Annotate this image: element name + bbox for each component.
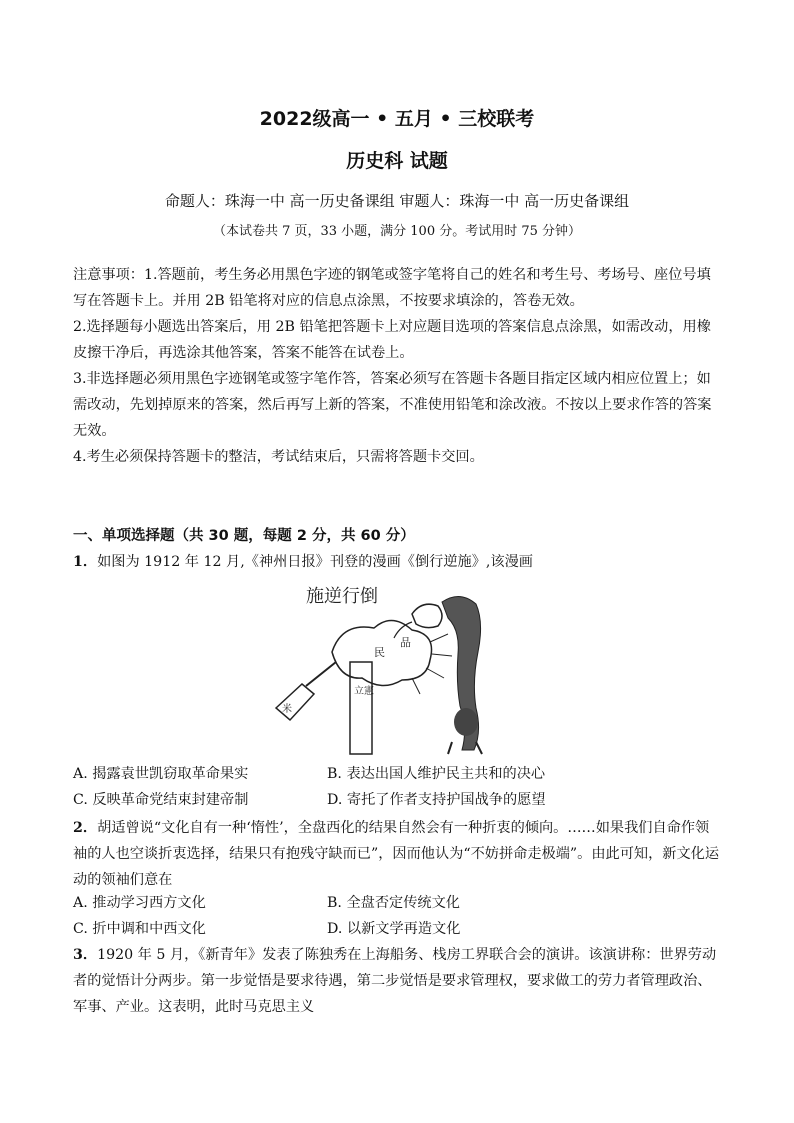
instruction-3: 3.非选择题必须用黑色字迹钢笔或签字笔作答，答案必须写在答题卡各题目指定区域内相应位置上；如需改动，先划掉原来的答案，然后再写上新的答案，不准使用铅笔和涂改液。不按以上要求作答的答案无效。 bbox=[73, 371, 712, 439]
question-stem: 如图为 1912 年 12 月,《神州日报》刊登的漫画《倒行逆施》,该漫画 bbox=[97, 554, 533, 570]
exam-title: 2022级高一 • 五月 • 三校联考 bbox=[259, 108, 535, 130]
question-stem: 胡适曾说“文化自有一种‘惰性’，全盘西化的结果自然会有一种折衷的倾向。……如果我们自命作领袖的人也空谈折衷选择，结果只有抱残守缺而已”，因而他认为“不妨拼命走极端”。由此可知，新文化运动的领袖们意在 bbox=[73, 820, 720, 888]
splash-label-2: 品 bbox=[400, 636, 411, 649]
option-a[interactable]: A. 揭露袁世凯窃取革命果实 bbox=[73, 766, 249, 782]
option-c[interactable]: C. 反映革命党结束封建帝制 bbox=[73, 792, 249, 808]
exam-info: （本试卷共 7 页，33 小题，满分 100 分。考试用时 75 分钟） bbox=[212, 224, 582, 239]
monkey-figure bbox=[442, 596, 482, 754]
instruction-2: 2.选择题每小题选出答案后，用 2B 铅笔把答题卡上对应题目选项的答案信息点涂黑，如需改动，用橡皮擦干净后，再选涂其他答案，答案不能答在试卷上。 bbox=[73, 319, 711, 361]
pillar bbox=[350, 662, 375, 754]
bottle-label: 米 bbox=[282, 704, 292, 715]
option-d[interactable]: D. 寄托了作者支持护国战争的愿望 bbox=[327, 792, 546, 808]
question-2 bbox=[73, 815, 723, 893]
kettle bbox=[394, 604, 442, 638]
option-d[interactable]: D. 以新文学再造文化 bbox=[327, 921, 461, 937]
cartoon-illustration bbox=[262, 582, 532, 758]
option-c[interactable]: C. 折中调和中西文化 bbox=[73, 921, 206, 937]
question-1-options bbox=[73, 761, 723, 813]
exam-subject: 历史科 试题 bbox=[346, 150, 448, 172]
question-number: 2． bbox=[73, 820, 98, 836]
spray-bottle bbox=[276, 662, 336, 720]
section-title: 一、单项选择题（共 30 题，每题 2 分，共 60 分） bbox=[73, 528, 415, 544]
question-stem: 1920 年 5 月，《新青年》发表了陈独秀在上海船务、栈房工界联合会的演讲。该演讲称：世界劳动者的觉悟计分两步。第一步觉悟是要求待遇，第二步觉悟是要求管理权，要求做工的劳力者管理政治、军事、产业。这表明，此时马克思主义 bbox=[73, 947, 717, 1015]
question-2-options bbox=[73, 890, 723, 942]
cartoon-caption: 施逆行倒 bbox=[306, 586, 378, 607]
authors-line: 命题人：珠海一中 高一历史备课组 审题人：珠海一中 高一历史备课组 bbox=[164, 192, 630, 210]
instruction-1: 注意事项：1.答题前，考生务必用黑色字迹的钢笔或签字笔将自己的姓名和考生号、考场号、座位号填写在答题卡上。并用 2B 铅笔将对应的信息点涂黑，不按要求填涂的，答卷无效。 bbox=[73, 267, 711, 309]
question-1 bbox=[73, 549, 723, 575]
question-3 bbox=[73, 942, 723, 1020]
question-number: 1． bbox=[73, 554, 98, 570]
option-a[interactable]: A. 推动学习西方文化 bbox=[73, 895, 206, 911]
splash-label: 民 bbox=[374, 646, 385, 659]
pillar-label: 立憲 bbox=[354, 686, 374, 697]
question-number: 3． bbox=[73, 947, 98, 963]
instruction-4: 4.考生必须保持答题卡的整洁，考试结束后，只需将答题卡交回。 bbox=[73, 449, 484, 465]
option-b[interactable]: B. 表达出国人维护民主共和的决心 bbox=[327, 766, 546, 782]
instructions bbox=[73, 262, 723, 470]
option-b[interactable]: B. 全盘否定传统文化 bbox=[327, 895, 460, 911]
